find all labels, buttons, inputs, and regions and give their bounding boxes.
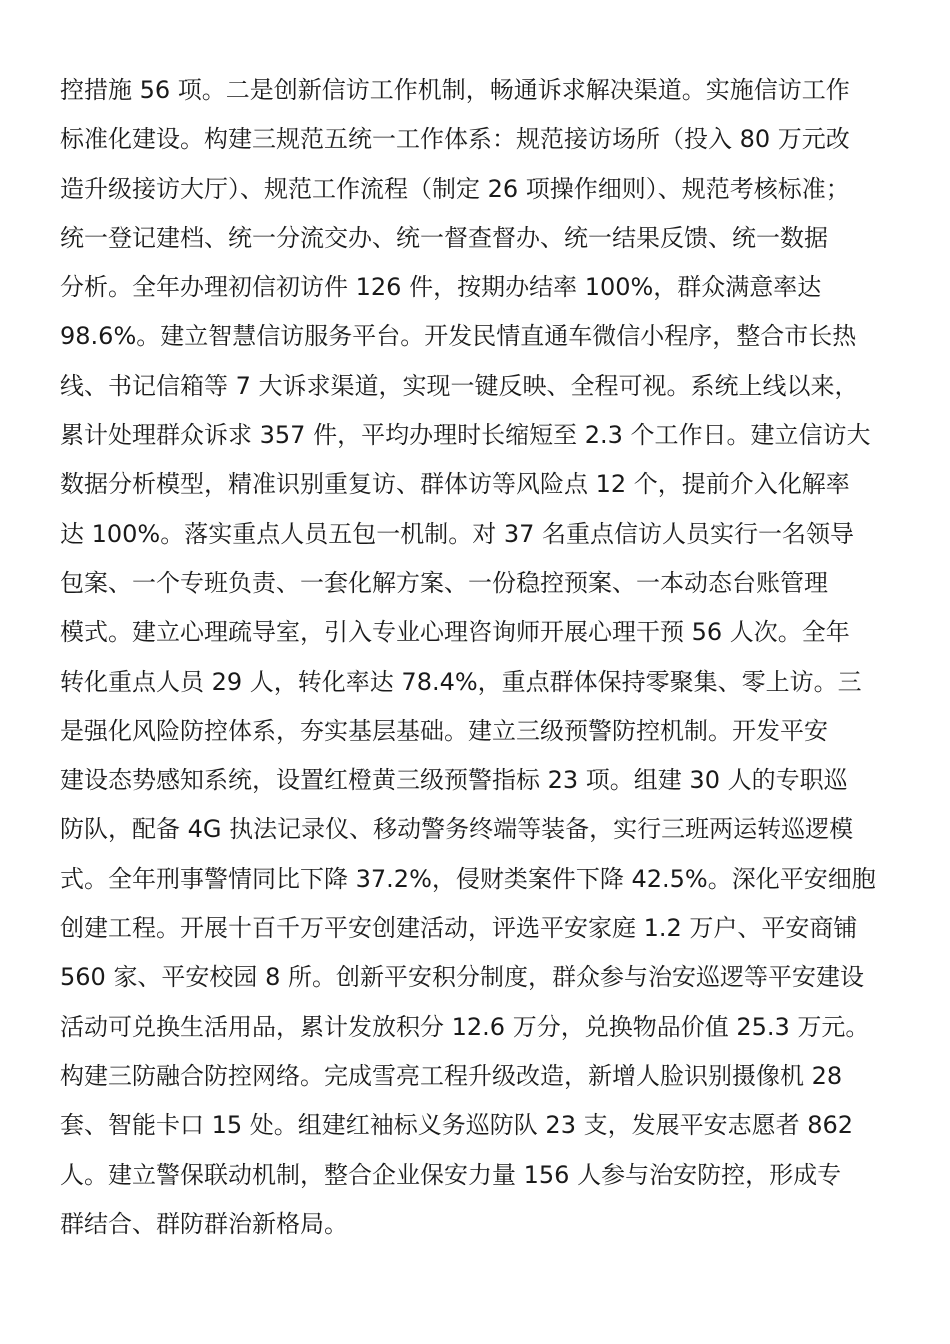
text-line: 包案、一个专班负责、一套化解方案、一份稳控预案、一本动态台账管理: [60, 568, 828, 597]
text-line: 群结合、群防群治新格局。: [60, 1209, 348, 1238]
text-line: 套、智能卡口 15 处。组建红袖标义务巡防队 23 支，发展平安志愿者 862: [60, 1111, 854, 1140]
text-line: 累计处理群众诉求 357 件，平均办理时长缩短至 2.3 个工作日。建立信访大: [60, 421, 871, 450]
text-line: 转化重点人员 29 人，转化率达 78.4%，重点群体保持零聚集、零上访。三: [60, 667, 862, 696]
text-line: 人。建立警保联动机制，整合企业保安力量 156 人参与治安防控，形成专: [60, 1160, 842, 1189]
text-line: 560 家、平安校园 8 所。创新平安积分制度，群众参与治安巡逻等平安建设: [60, 963, 864, 992]
text-line: 线、书记信箱等 7 大诉求渠道，实现一键反映、全程可视。系统上线以来，: [60, 371, 859, 400]
text-line: 模式。建立心理疏导室，引入专业心理咨询师开展心理干预 56 人次。全年: [60, 618, 850, 647]
text-line: 建设态势感知系统，设置红橙黄三级预警指标 23 项。组建 30 人的专职巡: [60, 766, 848, 795]
text-line: 数据分析模型，精准识别重复访、群体访等风险点 12 个，提前介入化解率: [60, 470, 850, 499]
text-line: 防队，配备 4G 执法记录仪、移动警务终端等装备，实行三班两运转巡逻模: [60, 815, 854, 844]
text-line: 式。全年刑事警情同比下降 37.2%，侵财类案件下降 42.5%。深化平安细胞: [60, 864, 876, 893]
text-line: 达 100%。落实重点人员五包一机制。对 37 名重点信访人员实行一名领导: [60, 519, 855, 548]
text-line: 造升级接访大厅）、规范工作流程（制定 26 项操作细则）、规范考核标准；: [60, 174, 850, 203]
text-line: 是强化风险防控体系，夯实基层基础。建立三级预警防控机制。开发平安: [60, 716, 828, 745]
text-line: 标准化建设。构建三规范五统一工作体系：规范接访场所（投入 80 万元改: [60, 125, 850, 154]
text-line: 构建三防融合防控网络。完成雪亮工程升级改造，新增人脸识别摄像机 28: [60, 1061, 843, 1090]
text-line: 98.6%。建立智慧信访服务平台。开发民情直通车微信小程序，整合市长热: [60, 322, 857, 351]
text-line: 控措施 56 项。二是创新信访工作机制，畅通诉求解决渠道。实施信访工作: [60, 76, 850, 104]
text-line: 统一登记建档、统一分流交办、统一督查督办、统一结果反馈、统一数据: [60, 223, 828, 252]
body-text: [60, 66, 920, 1249]
text-line: 分析。全年办理初信初访件 126 件，按期办结率 100%，群众满意率达: [60, 273, 822, 302]
text-line: 活动可兑换生活用品，累计发放积分 12.6 万分，兑换物品价值 25.3 万元。: [60, 1012, 870, 1041]
text-line: 创建工程。开展十百千万平安创建活动，评选平安家庭 1.2 万户、平安商铺: [60, 914, 858, 943]
